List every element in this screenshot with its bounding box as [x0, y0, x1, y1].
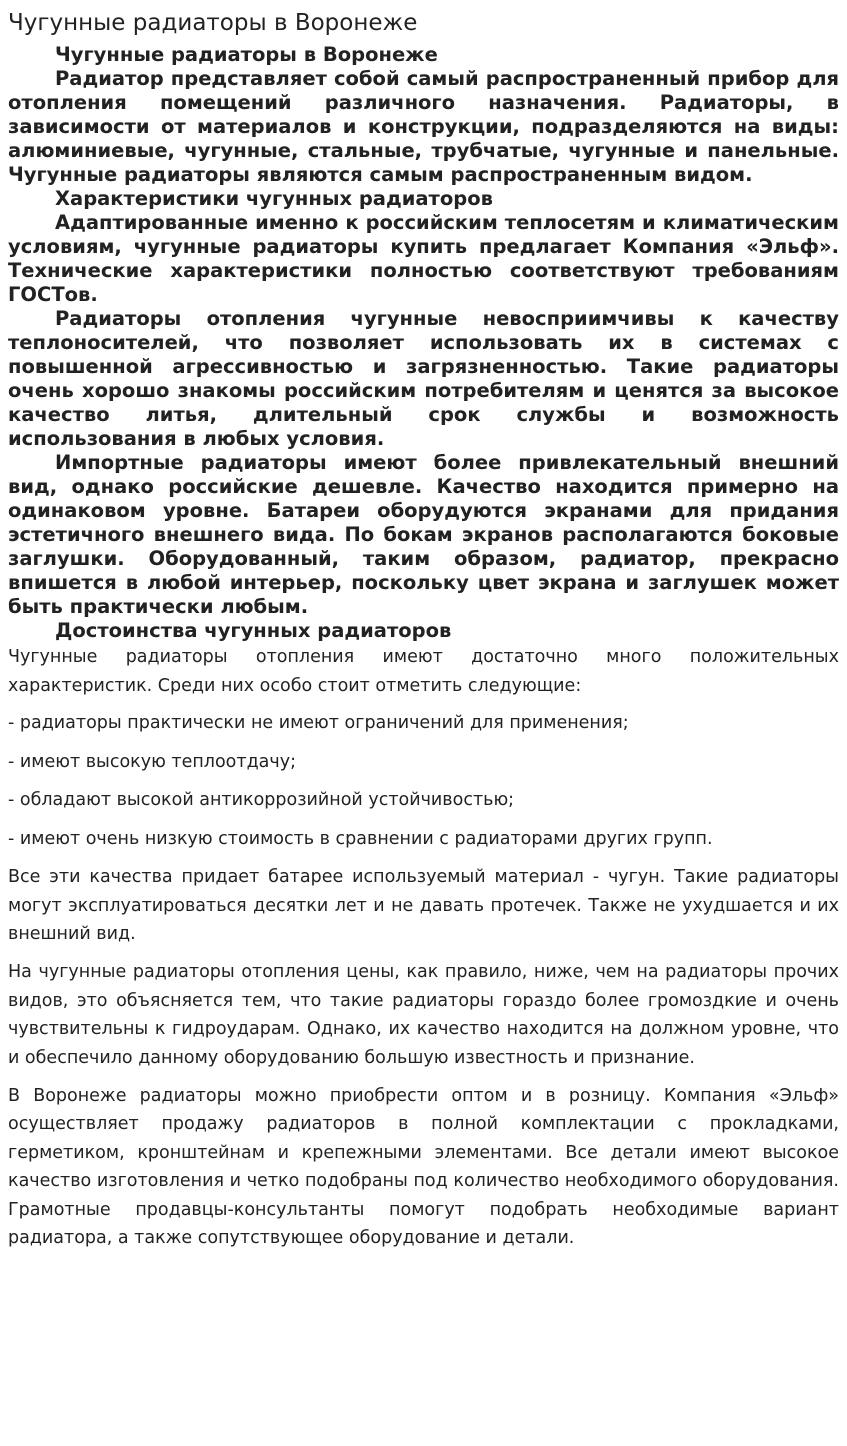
list-item: - радиаторы практически не имеют ограничений для применения;	[8, 713, 629, 733]
material-paragraph: Все эти качества придает батарее используемый материал - чугун. Такие радиаторы могут эксплуатироваться десятки лет и не давать протечек. Также не ухудшается и их внешний вид.	[8, 867, 839, 944]
intro-paragraph: Радиатор представляет собой самый распространенный прибор для отопления помещений различного назначения. Радиаторы, в зависимости от материалов и конструкции, подразделяются на виды: алюминиевые, чугунные, стальные, трубчатые, чугунные и панельные. Чугунные радиаторы являются самым распространенным видом.	[8, 67, 839, 186]
article-heading: Чугунные радиаторы в Воронеже	[55, 43, 438, 66]
list-item: - обладают высокой антикоррозийной устойчивостью;	[8, 790, 515, 810]
advantages-intro: Чугунные радиаторы отопления имеют достаточно много положительных характеристик. Среди них особо стоит отметить следующие:	[8, 647, 839, 696]
prices-paragraph: На чугунные радиаторы отопления цены, как правило, ниже, чем на радиаторы прочих видов, это объясняется тем, что такие радиаторы гораздо более громоздкие и очень чувствительны к гидроударам. Однако, их качество находится на должном уровне, что и обеспечило данному оборудованию большую известность и признание.	[8, 962, 839, 1068]
list-item: - имеют высокую теплоотдачу;	[8, 751, 296, 772]
voronezh-paragraph: В Воронеже радиаторы можно приобрести оптом и в розницу. Компания «Эльф» осуществляет продажу радиаторов в полной комплектации с прокладками, герметиком, кронштейнам и крепежными элементами. Все детали имеют высокое качество изготовления и четко подобраны под количество необходимого оборудования. Грамотные продавцы-консультанты помогут подобрать необходимые вариант радиатора, а также сопутствующее оборудование и детали.	[8, 1085, 839, 1248]
normal-section	[8, 643, 839, 1253]
list-item: - имеют очень низкую стоимость в сравнении с радиаторами других групп.	[8, 828, 713, 849]
bold-section	[8, 43, 839, 643]
characteristics-paragraph: Импортные радиаторы имеют более привлекательный внешний вид, однако российские дешевле. Качество находится примерно на одинаковом уровне. Батареи оборудуются экранами для придания эстетичного внешнего вида. По бокам экранов располагаются боковые заглушки. Оборудованный, таким образом, радиатор, прекрасно впишется в любой интерьер, поскольку цвет экрана и заглушек может быть практически любым.	[8, 451, 839, 618]
characteristics-paragraph: Адаптированные именно к российским теплосетям и климатическим условиям, чугунные радиаторы купить предлагает Компания «Эльф». Технические характеристики полностью соответствуют требованиям ГОСТов.	[8, 211, 839, 306]
advantages-heading: Достоинства чугунных радиаторов	[55, 619, 452, 642]
characteristics-heading: Характеристики чугунных радиаторов	[55, 187, 493, 210]
page-title: Чугунные радиаторы в Воронеже	[8, 10, 418, 36]
characteristics-paragraph: Радиаторы отопления чугунные невосприимчивы к качеству теплоносителей, что позволяет использовать их в системах с повышенной агрессивностью и загрязненностью. Такие радиаторы очень хорошо знакомы российским потребителям и ценятся за высокое качество литья, длительный срок службы и возможность использования в любых условия.	[8, 307, 839, 450]
article-page	[8, 8, 839, 1262]
